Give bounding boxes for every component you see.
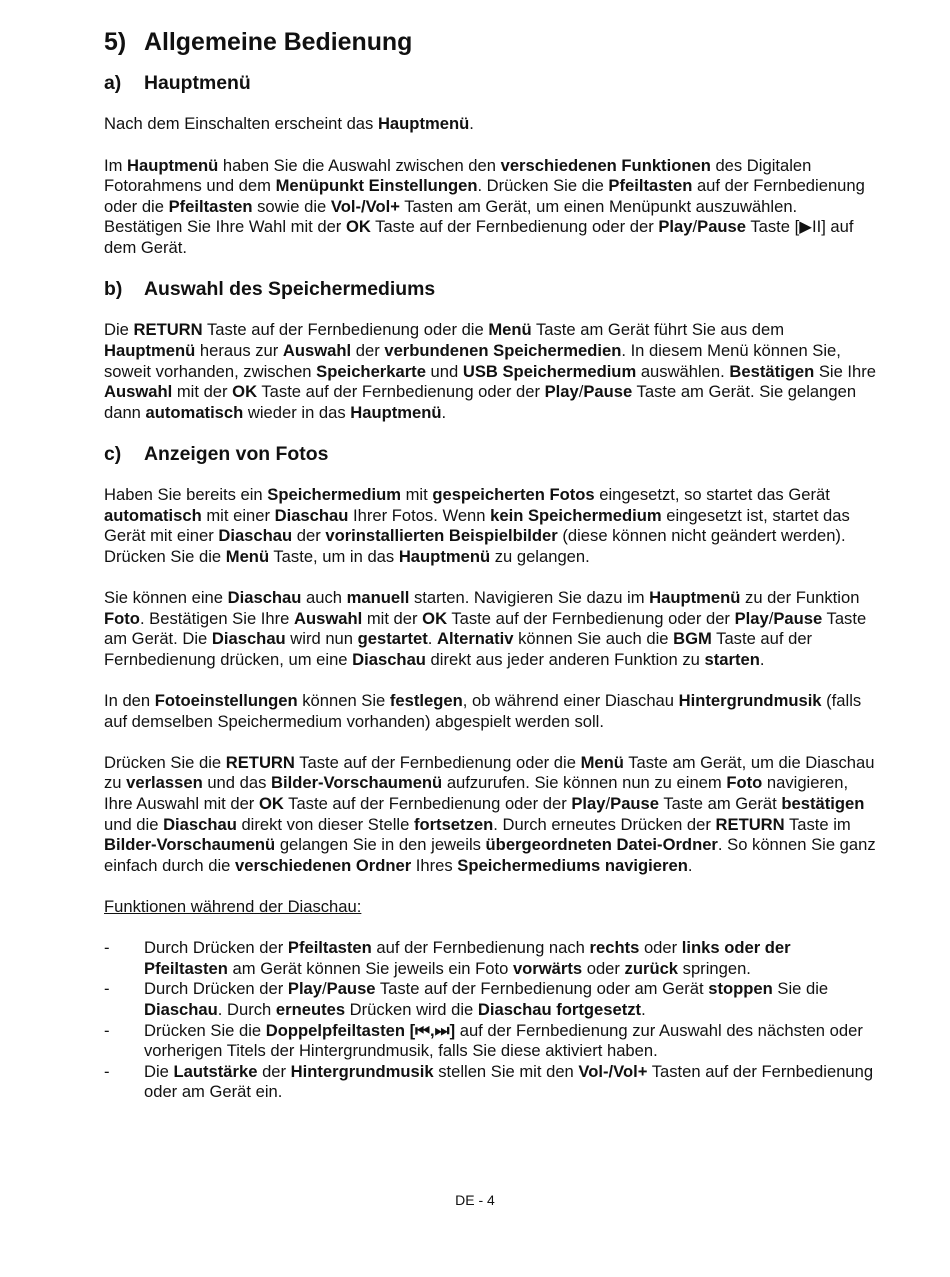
bold-term: Auswahl	[293, 608, 363, 628]
function-list	[104, 938, 879, 1103]
bold-term: Play	[571, 793, 606, 813]
paragraph: Haben Sie bereits ein Speichermedium mit gespeicherten Fotos eingesetzt, so startet das Gerät automatisch mit einer Diaschau Ihrer Fotos. Wenn kein Speichermedium eingesetzt ist, startet das Gerät mit einer Diaschau der vorinstallierten Beispielbilder (diese können nicht geändert werden). Drücken Sie die Menü Taste, um in das Hauptmenü zu gelangen.	[104, 485, 850, 566]
bold-term: verbundenen Speichermedien	[384, 340, 622, 360]
bold-term: BGM	[673, 629, 712, 649]
section-title: Allgemeine Bedienung	[144, 28, 413, 56]
list-item-text: Die Lautstärke der Hintergrundmusik stellen Sie mit den Vol-/Vol+ Tasten auf der Fernbedienung oder am Gerät ein.	[144, 1061, 874, 1102]
bold-term: Menü	[488, 320, 532, 340]
bold-term: Auswahl	[282, 340, 352, 360]
bold-term: Fotoeinstellungen	[154, 691, 298, 710]
bold-term: Pause	[773, 608, 823, 628]
bold-term: manuell	[346, 588, 410, 608]
list-item	[104, 938, 879, 979]
bold-term: Speichermediums navigieren	[457, 855, 688, 875]
bold-term: Foto	[104, 608, 140, 628]
bold-term: Hauptmenü	[104, 340, 196, 360]
bold-term: Pfeiltasten	[608, 176, 693, 196]
bold-term: USB Speichermedium	[462, 361, 637, 381]
bold-term: Menü	[580, 752, 624, 772]
bold-term: Speicherkarte	[316, 361, 426, 381]
bold-term: zurück	[624, 958, 679, 978]
bold-term: RETURN	[225, 752, 295, 772]
bold-term: OK	[258, 793, 284, 813]
bold-term: Hintergrundmusik	[290, 1061, 434, 1081]
paragraph: Die RETURN Taste auf der Fernbedienung oder die Menü Taste am Gerät führt Sie aus dem Hauptmenü heraus zur Auswahl der verbundenen Speichermedien. In diesem Menü können Sie, soweit vorhanden, zwischen Speicherkarte und USB Speichermedium auswählen. Bestätigen Sie Ihre Auswahl mit der OK Taste auf der Fernbedienung oder der Play/Pause Taste am Gerät. Sie gelangen dann automatisch wieder in das Hauptmenü.	[104, 320, 877, 422]
bold-term: gespeicherten Fotos	[432, 485, 595, 505]
bold-term: rechts	[589, 938, 640, 958]
bold-term: links oder der Pfeiltasten	[144, 938, 791, 978]
bold-term: vorinstallierten Beispielbilder	[325, 526, 558, 546]
section-heading-a	[104, 73, 879, 94]
paragraph: Im Hauptmenü haben Sie die Auswahl zwischen den verschiedenen Funktionen des Digitalen Fotorahmens und dem Menüpunkt Einstellungen. Drücken Sie die Pfeiltasten auf der Fernbedienung oder die Pfeiltasten sowie die Vol-/Vol+ Tasten am Gerät, um einen Menüpunkt auszuwählen. Bestätigen Sie Ihre Wahl mit der OK Taste auf der Fernbedienung oder der Play/Pause Taste [▶II] auf dem Gerät.	[104, 155, 865, 257]
bold-term: OK	[422, 608, 448, 628]
dash-bullet: -	[104, 979, 110, 999]
bold-term: Hauptmenü	[398, 546, 491, 566]
bold-term: automatisch	[104, 505, 202, 525]
bold-term: Diaschau	[144, 999, 218, 1019]
paragraph: Nach dem Einschalten erscheint das Hauptmenü.	[104, 114, 474, 134]
bold-term: Hintergrundmusik	[678, 691, 822, 710]
bold-term: fortsetzen	[413, 814, 494, 834]
bold-term: verschiedenen Funktionen	[500, 155, 711, 175]
bold-term: Play	[287, 979, 323, 999]
bold-term: übergeordneten Datei-Ordner	[485, 835, 718, 855]
bold-term: Diaschau	[352, 649, 426, 669]
paragraph: Drücken Sie die RETURN Taste auf der Fernbedienung oder die Menü Taste am Gerät, um die Diaschau zu verlassen und das Bilder-Vorschaumenü aufzurufen. Sie können nun zu einem Foto navigieren, Ihre Auswahl mit der OK Taste auf der Fernbedienung oder der Play/Pause Taste am Gerät bestätigen und die Diaschau direkt von dieser Stelle fortsetzen. Durch erneutes Drücken der RETURN Taste im Bilder-Vorschaumenü gelangen Sie in den jeweils übergeordneten Datei-Ordner. So können Sie ganz einfach durch die verschiedenen Ordner Ihres Speichermediums navigieren.	[104, 752, 876, 875]
document-page	[104, 28, 879, 1103]
bold-term: bestätigen	[781, 793, 865, 813]
bold-term: festlegen	[389, 691, 463, 710]
bold-term: Auswahl	[104, 382, 173, 402]
paragraph: In den Fotoeinstellungen können Sie festlegen, ob während einer Diaschau Hintergrundmusik (falls auf demselben Speichermedium vorhanden) abgespielt werden soll.	[104, 691, 862, 731]
bold-term: Pause	[583, 382, 633, 402]
bold-term: Speichermedium	[267, 485, 401, 505]
bold-term: Play	[544, 382, 579, 402]
bold-term: Diaschau	[218, 526, 293, 546]
bold-term: Pfeiltasten	[168, 196, 253, 216]
bold-term: Pause	[697, 217, 747, 237]
list-item	[104, 1062, 879, 1103]
bold-term: verlassen	[126, 773, 203, 793]
section-heading-b	[104, 279, 879, 300]
list-title: Funktionen während der Diaschau:	[104, 896, 362, 916]
bold-term: OK	[345, 217, 371, 237]
section-heading-c	[104, 444, 879, 465]
bold-term: RETURN	[715, 814, 785, 834]
bold-term: erneutes	[275, 999, 346, 1019]
bold-term: Bilder-Vorschaumenü	[104, 835, 276, 855]
dash-bullet: -	[104, 1020, 110, 1040]
bold-term: Hauptmenü	[649, 588, 741, 608]
bold-term: gestartet	[357, 629, 428, 649]
bold-term: Alternativ	[436, 629, 514, 649]
bold-term: Foto	[726, 773, 763, 793]
dash-bullet: -	[104, 1061, 110, 1081]
paragraph: Sie können eine Diaschau auch manuell starten. Navigieren Sie dazu im Hauptmenü zu der Funktion Foto. Bestätigen Sie Ihre Auswahl mit der OK Taste auf der Fernbedienung oder der Play/Pause Taste am Gerät. Die Diaschau wird nun gestartet. Alternativ können Sie auch die BGM Taste auf der Fernbedienung drücken, um eine Diaschau direkt aus jeder anderen Funktion zu starten.	[104, 588, 867, 669]
bold-term: Bestätigen	[729, 361, 815, 381]
bold-term: Diaschau	[163, 814, 237, 834]
bold-term: RETURN	[133, 320, 203, 340]
bold-term: Diaschau fortgesetzt	[477, 999, 642, 1019]
bold-term: starten	[704, 649, 760, 669]
bold-term: Bilder-Vorschaumenü	[271, 773, 443, 793]
section-title: Anzeigen von Fotos	[144, 442, 329, 465]
page-number: DE - 4	[455, 1192, 495, 1208]
bold-term: Hauptmenü	[127, 155, 219, 175]
section-number: a)	[104, 72, 122, 95]
bold-term: Pause	[326, 979, 376, 999]
bold-term: kein Speichermedium	[490, 505, 662, 525]
bold-term: Play	[734, 608, 769, 628]
bold-term: stoppen	[708, 979, 773, 999]
list-item	[104, 979, 879, 1020]
bold-term: Diaschau	[227, 588, 302, 608]
list-item-text: Durch Drücken der Pfeiltasten auf der Fernbedienung nach rechts oder links oder der Pfeiltasten am Gerät können Sie jeweils ein Foto vorwärts oder zurück springen.	[144, 938, 791, 978]
section-number: c)	[104, 442, 122, 465]
dash-bullet: -	[104, 938, 110, 958]
bold-term: Play	[658, 217, 693, 237]
section-heading-5	[104, 28, 879, 56]
list-item-text: Durch Drücken der Play/Pause Taste auf der Fernbedienung oder am Gerät stoppen Sie die Diaschau. Durch erneutes Drücken wird die Diaschau fortgesetzt.	[144, 979, 829, 1019]
bold-term: Menü	[225, 546, 270, 566]
bold-term: Pause	[610, 793, 660, 813]
bold-term: Diaschau	[274, 505, 349, 525]
section-title: Auswahl des Speichermediums	[144, 278, 436, 301]
bold-term: Hauptmenü	[350, 402, 442, 422]
bold-term: vorwärts	[512, 958, 583, 978]
bold-term: Doppelpfeiltasten [⏮,⏭]	[265, 1020, 456, 1040]
bold-term: Vol-/Vol+	[330, 196, 400, 216]
section-number: b)	[104, 278, 123, 301]
list-item	[104, 1021, 879, 1062]
bold-term: verschiedenen Ordner	[235, 855, 412, 875]
bold-term: Pfeiltasten	[287, 938, 372, 958]
list-item-text: Drücken Sie die Doppelpfeiltasten [⏮,⏭] auf der Fernbedienung zur Auswahl des nächsten oder vorherigen Titels der Hintergrundmusik, falls Sie diese aktiviert haben.	[144, 1020, 863, 1061]
bold-term: Hauptmenü	[377, 114, 470, 134]
bold-term: Lautstärke	[173, 1061, 258, 1081]
section-title: Hauptmenü	[144, 72, 251, 95]
bold-term: automatisch	[145, 402, 244, 422]
bold-term: Menüpunkt Einstellungen	[275, 176, 478, 196]
section-number: 5)	[104, 28, 127, 56]
bold-term: Diaschau	[211, 629, 286, 649]
bold-term: Vol-/Vol+	[578, 1061, 648, 1081]
bold-term: OK	[232, 382, 258, 402]
